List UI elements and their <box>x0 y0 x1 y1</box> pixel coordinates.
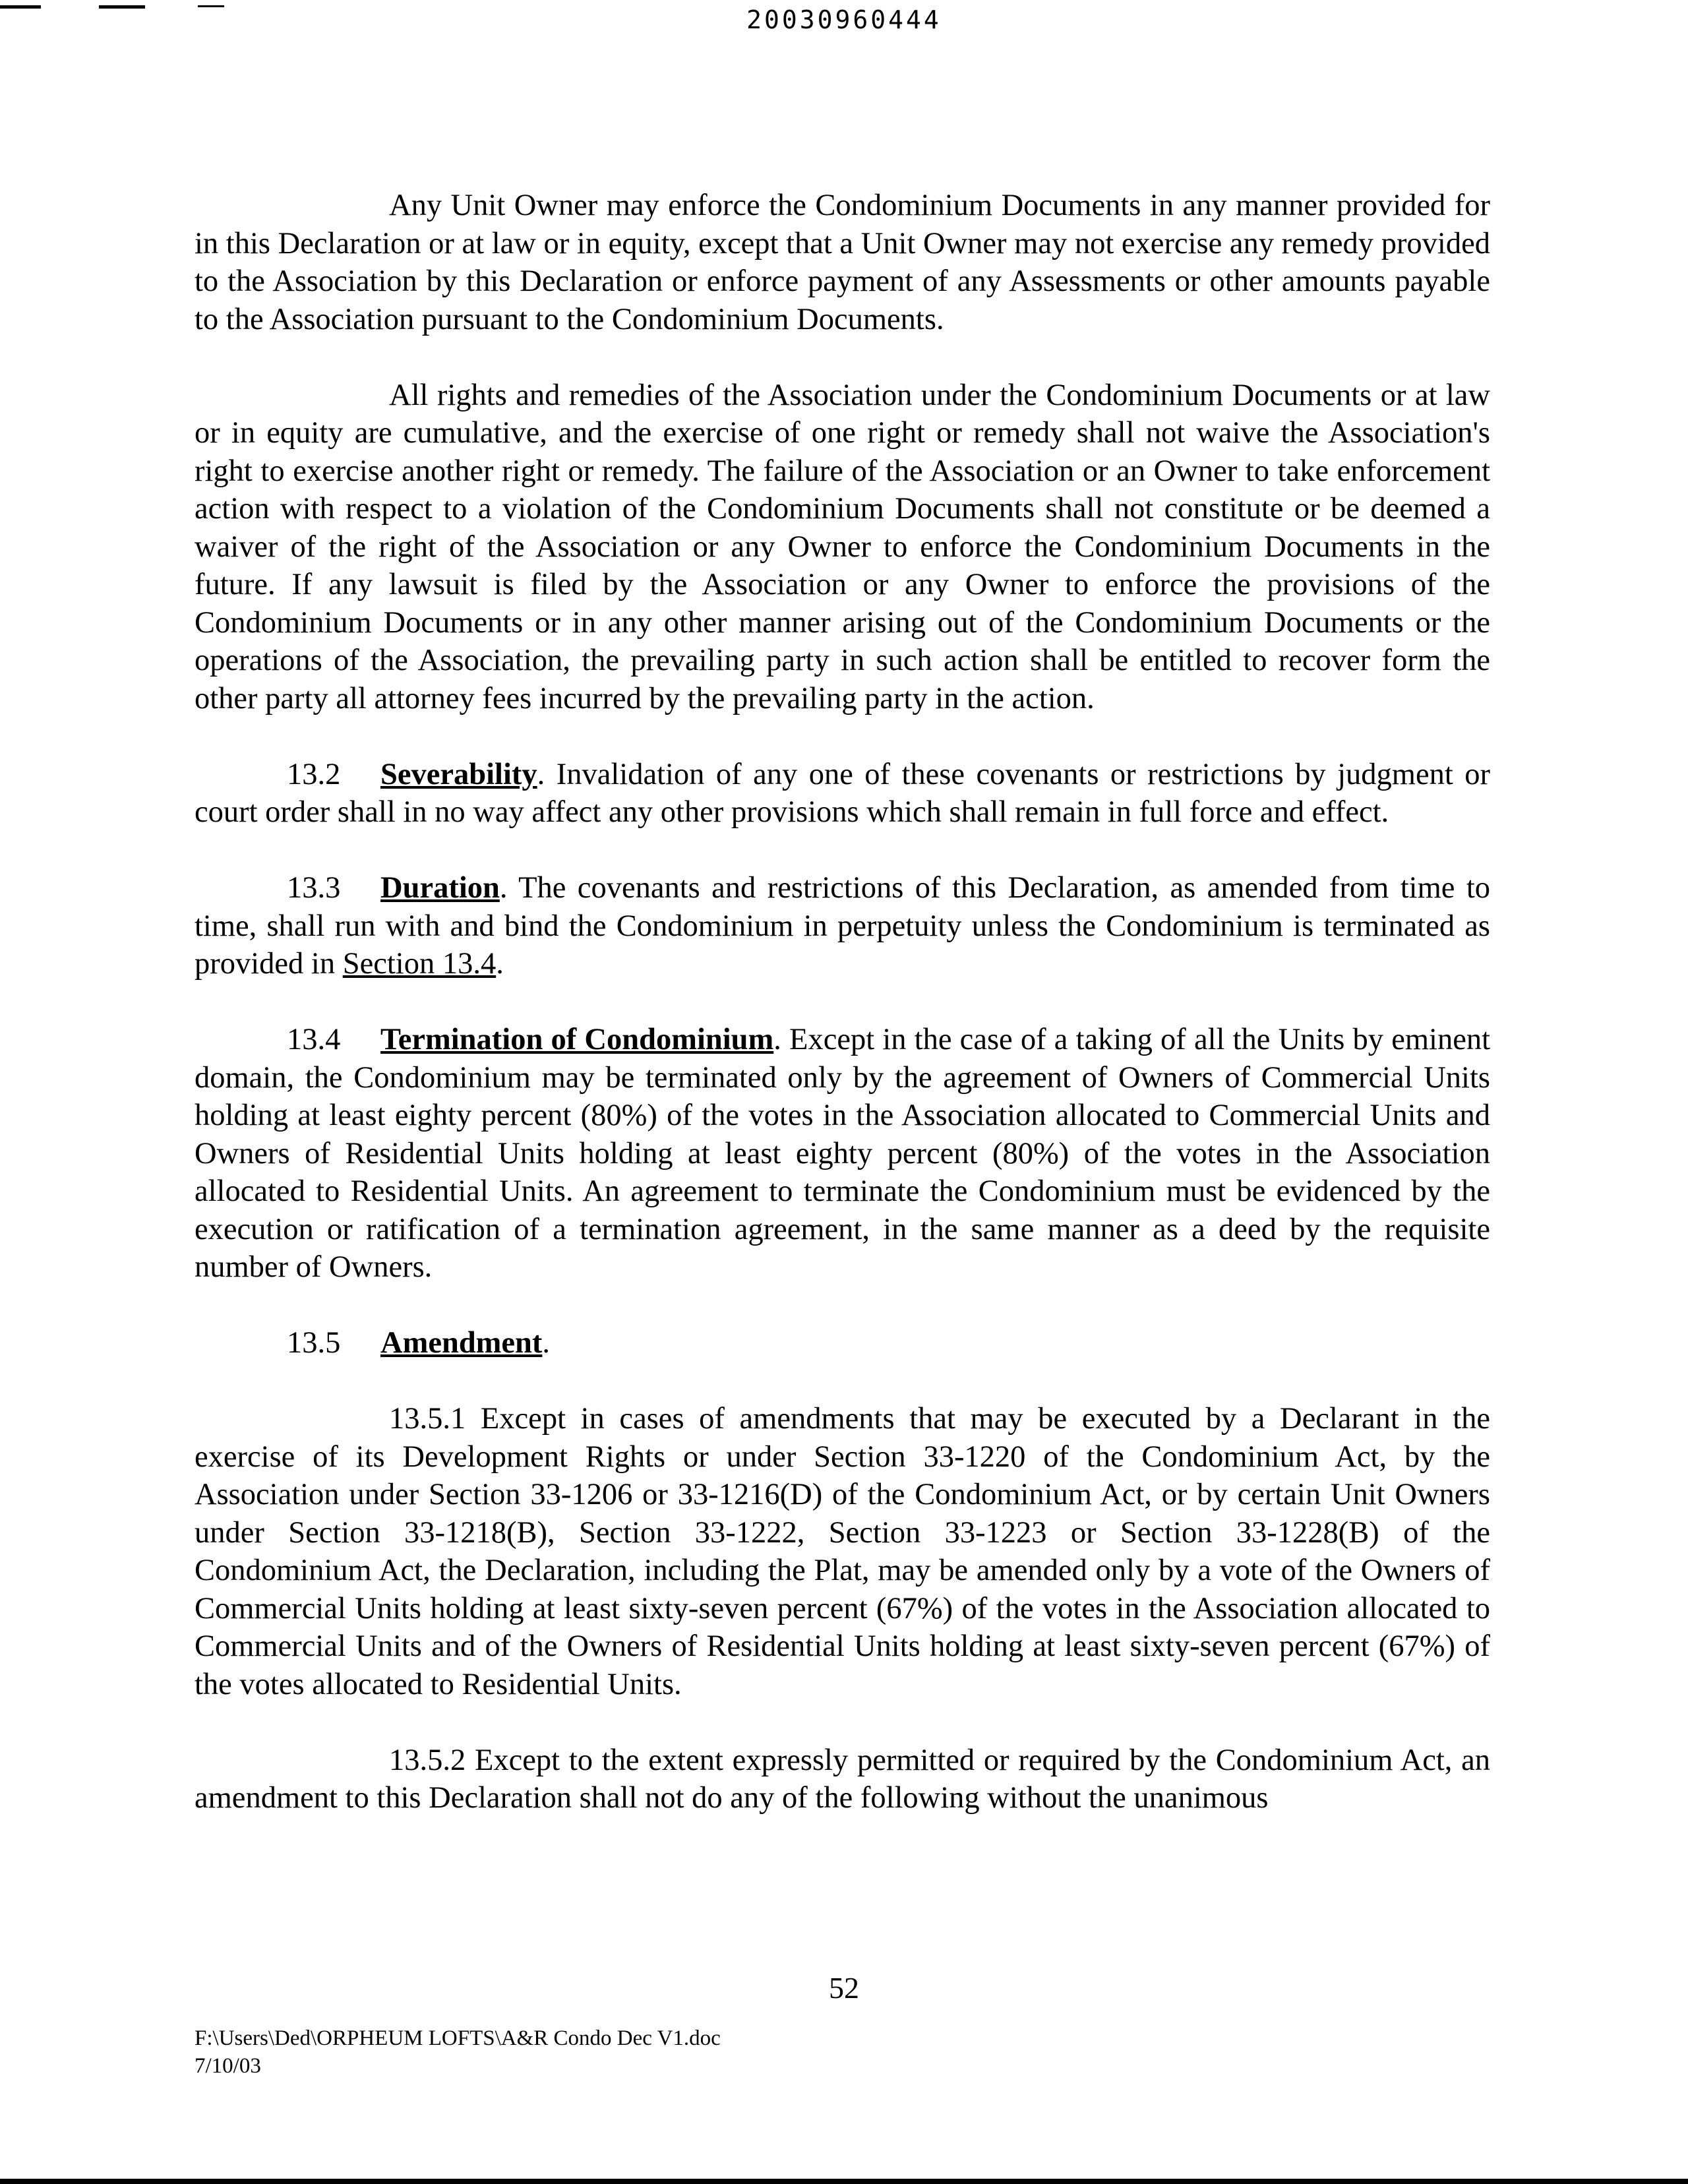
paragraph-unit-owner-enforcement: Any Unit Owner may enforce the Condominium Documents in any manner provided for in this Declaration or at law or in equity, except that a Unit Owner may not exercise any remedy provided to the Association by this Declaration or enforce payment of any Assessments or other amounts payable to the Association pursuant to the Condominium Documents. <box>195 189 1490 336</box>
document-number: 20030960444 <box>746 5 942 34</box>
section-text: . Invalidation of any one of these covenants or restrictions by judgment or court order shall in no way affect any other provisions which shall remain in full force and effect. <box>195 757 1490 829</box>
page-number: 52 <box>829 1971 859 2005</box>
footer-file-path: F:\Users\Ded\ORPHEUM LOFTS\A&R Condo Dec V1.doc <box>195 2026 721 2050</box>
section-13-2 <box>195 756 1490 832</box>
section-reference: Section 13.4 <box>342 947 497 981</box>
section-text-tail: . <box>542 1326 551 1360</box>
section-number: 13.3 <box>287 871 341 905</box>
paragraph-rights-and-remedies: All rights and remedies of the Association under the Condominium Documents or at law or in equity are cumulative, and the exercise of one right or remedy shall not waive the Association's right to exercise another right or remedy. The failure of the Association or an Owner to take enforcement action with respect to a violation of the Condominium Documents shall not constitute or be deemed a waiver of the right of the Association or any Owner to enforce the Condominium Documents in the future. If any lawsuit is filed by the Association or any Owner to enforce the provisions of the Condominium Documents or in any other manner arising out of the Condominium Documents or the operations of the Association, the prevailing party in such action shall be entitled to recover form the other party all attorney fees incurred by the prevailing party in the action. <box>195 378 1490 715</box>
section-text-tail: . <box>496 947 504 981</box>
section-13-4 <box>195 1021 1490 1287</box>
section-13-5-2: 13.5.2 Except to the extent expressly permitted or required by the Condominium Act, an amendment to this Declaration shall not do any of the following without the unanimous <box>195 1743 1490 1815</box>
bottom-rule <box>0 2179 1688 2184</box>
section-13-5-1: 13.5.1 Except in cases of amendments that may be executed by a Declarant in the exercise of its Development Rights or under Section 33-1220 of the Condominium Act, by the Association under Section 33-1206 or 33-1216(D) of the Condominium Act, or by certain Unit Owners under Section 33-1218(B), Section 33-1222, Section 33-1223 or Section 33-1228(B) of the Condominium Act, the Declaration, including the Plat, may be amended only by a vote of the Owners of Commercial Units holding at least sixty-seven percent (67%) of the votes in the Association allocated to Commercial Units and of the Owners of Residential Units holding at least sixty-seven percent (67%) of the votes allocated to Residential Units. <box>195 1402 1490 1701</box>
section-13-3 <box>195 869 1490 983</box>
footer <box>195 2024 721 2080</box>
section-heading: Amendment <box>380 1326 543 1360</box>
section-heading: Severability <box>380 757 537 791</box>
section-number: 13.5 <box>287 1326 341 1360</box>
section-heading: Duration <box>380 871 500 905</box>
section-text: . The covenants and restrictions of this Declaration, as amended from time to time, shall run with and bind the Condominium in perpetuity unless the Condominium is terminated as provided in <box>195 871 1490 981</box>
section-number: 13.4 <box>287 1023 341 1056</box>
footer-date: 7/10/03 <box>195 2054 261 2078</box>
section-text: . Except in the case of a taking of all the Units by eminent domain, the Condominium may be terminated only by the agreement of Owners of Commercial Units holding at least eighty percent (80%) of the votes in the Association allocated to Commercial Units and Owners of Residential Units holding at least eighty percent (80%) of the votes in the Association allocated to Residential Units. An agreement to terminate the Condominium must be evidenced by the execution or ratification of a termination agreement, in the same manner as a deed by the requisite number of Owners. <box>195 1023 1491 1284</box>
section-heading: Termination of Condominium <box>380 1023 774 1056</box>
section-number: 13.2 <box>287 757 341 791</box>
page-body <box>195 187 1490 1855</box>
section-13-5 <box>195 1324 1490 1362</box>
